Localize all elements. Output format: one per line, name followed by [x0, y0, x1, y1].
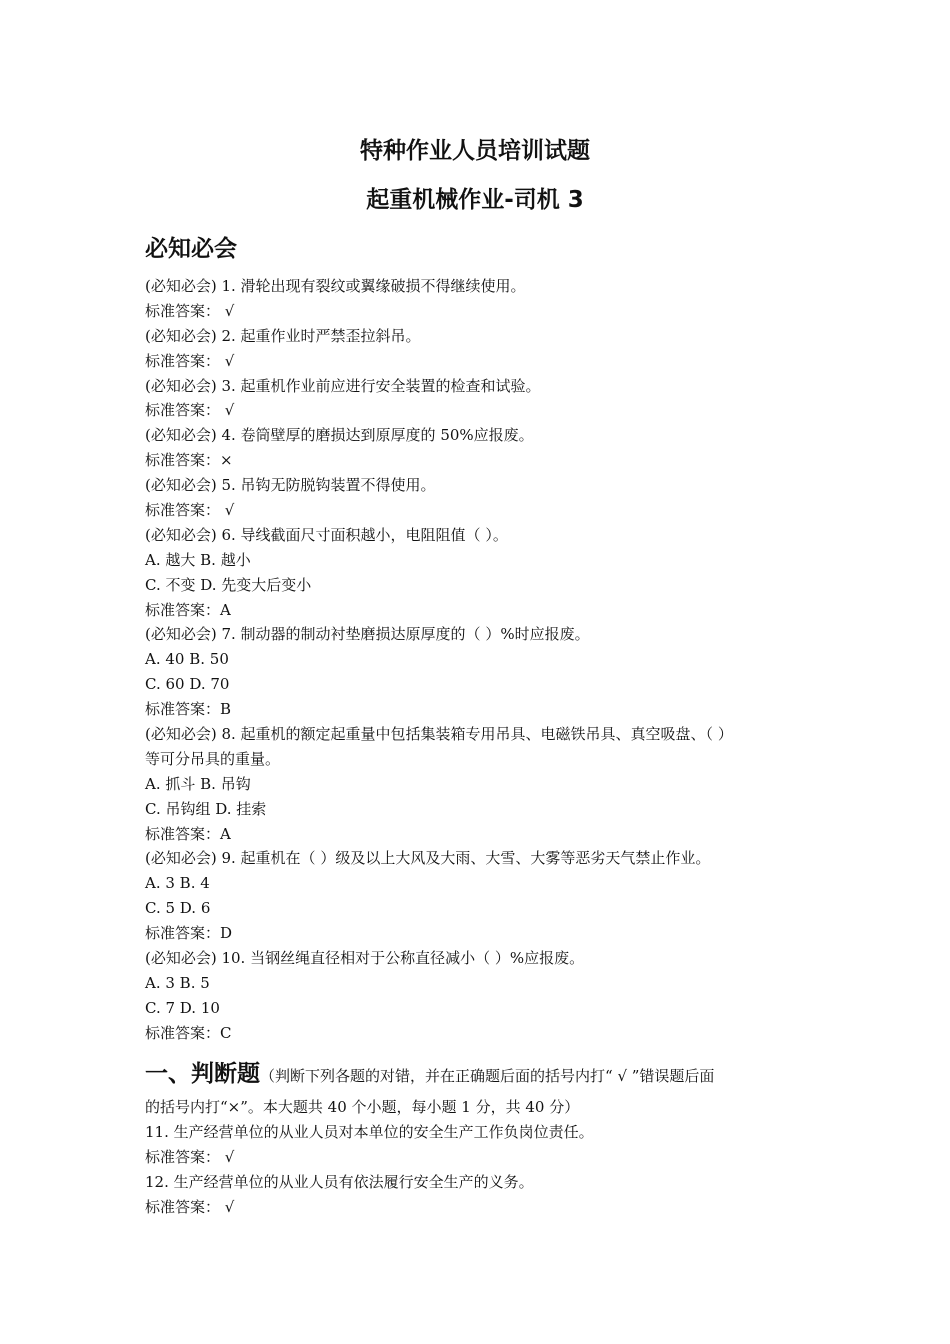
- question-line: (必知必会) 2. 起重作业时严禁歪拉斜吊。: [145, 326, 421, 345]
- question-line: (必知必会) 7. 制动器的制动衬垫磨损达原厚度的（ ）%时应报废。: [145, 625, 590, 644]
- question-line: 标准答案： √: [145, 301, 235, 320]
- question-line: 标准答案： √: [145, 501, 235, 520]
- question-line: (必知必会) 9. 起重机在（ ）级及以上大风及大雨、大雪、大雾等恶劣天气禁止作业。: [145, 849, 711, 868]
- question-line: C. 吊钩组 D. 挂索: [145, 799, 267, 818]
- question-line: A. 3 B. 5: [145, 973, 210, 992]
- section-instructions-line-2: 的括号内打“×”。本大题共 40 个小题，每小题 1 分，共 40 分）: [145, 1098, 580, 1116]
- question-line: 标准答案： √: [145, 1197, 235, 1216]
- must-know-question-list: [145, 274, 815, 1046]
- question-line: (必知必会) 6. 导线截面尺寸面积越小，电阻阻值（ ）。: [145, 525, 508, 544]
- question-line: 标准答案：C: [145, 1023, 232, 1042]
- document-subtitle: 起重机械作业-司机 3: [366, 187, 584, 213]
- section-instructions-line-1: （判断下列各题的对错，并在正确题后面的括号内打“ √ ”错误题后面: [260, 1067, 715, 1085]
- question-line: 标准答案：A: [145, 600, 231, 619]
- question-line: A. 3 B. 4: [145, 874, 210, 893]
- question-line: 标准答案： √: [145, 1147, 235, 1166]
- question-line: A. 40 B. 50: [145, 650, 229, 669]
- document-title: 特种作业人员培训试题: [360, 138, 590, 164]
- section-heading-must-know: 必知必会: [145, 236, 237, 262]
- question-line: 标准答案：A: [145, 824, 231, 843]
- true-false-section-header: [145, 1056, 815, 1094]
- question-line: 标准答案： √: [145, 401, 235, 420]
- question-line: C. 5 D. 6: [145, 899, 211, 918]
- true-false-question-list: [145, 1120, 815, 1220]
- question-line: 等可分吊具的重量。: [145, 749, 281, 768]
- question-line: 标准答案： √: [145, 351, 235, 370]
- question-line: C. 7 D. 10: [145, 998, 220, 1017]
- question-line: (必知必会) 4. 卷筒壁厚的磨损达到原厚度的 50%应报废。: [145, 426, 534, 445]
- section-heading-true-false: 一、判断题: [145, 1061, 260, 1087]
- question-line: C. 60 D. 70: [145, 675, 230, 694]
- question-line: (必知必会) 8. 起重机的额定起重量中包括集装箱专用吊具、电磁铁吊具、真空吸盘、（ ）: [145, 725, 733, 744]
- question-line: (必知必会) 3. 起重机作业前应进行安全装置的检查和试验。: [145, 376, 541, 395]
- question-line: (必知必会) 1. 滑轮出现有裂纹或翼缘破损不得继续使用。: [145, 277, 526, 295]
- question-line: A. 越大 B. 越小: [145, 550, 251, 569]
- question-line: (必知必会) 10. 当钢丝绳直径相对于公称直径减小（ ）%应报废。: [145, 949, 585, 968]
- question-line: 标准答案：D: [145, 924, 233, 943]
- question-line: 12. 生产经营单位的从业人员有依法履行安全生产的义务。: [145, 1172, 534, 1191]
- question-line: A. 抓斗 B. 吊钩: [145, 774, 251, 793]
- question-line: C. 不变 D. 先变大后变小: [145, 575, 312, 594]
- question-line: 11. 生产经营单位的从业人员对本单位的安全生产工作负岗位责任。: [145, 1123, 594, 1141]
- question-line: 标准答案：×: [145, 451, 233, 470]
- question-line: (必知必会) 5. 吊钩无防脱钩装置不得使用。: [145, 476, 436, 495]
- question-line: 标准答案：B: [145, 700, 232, 719]
